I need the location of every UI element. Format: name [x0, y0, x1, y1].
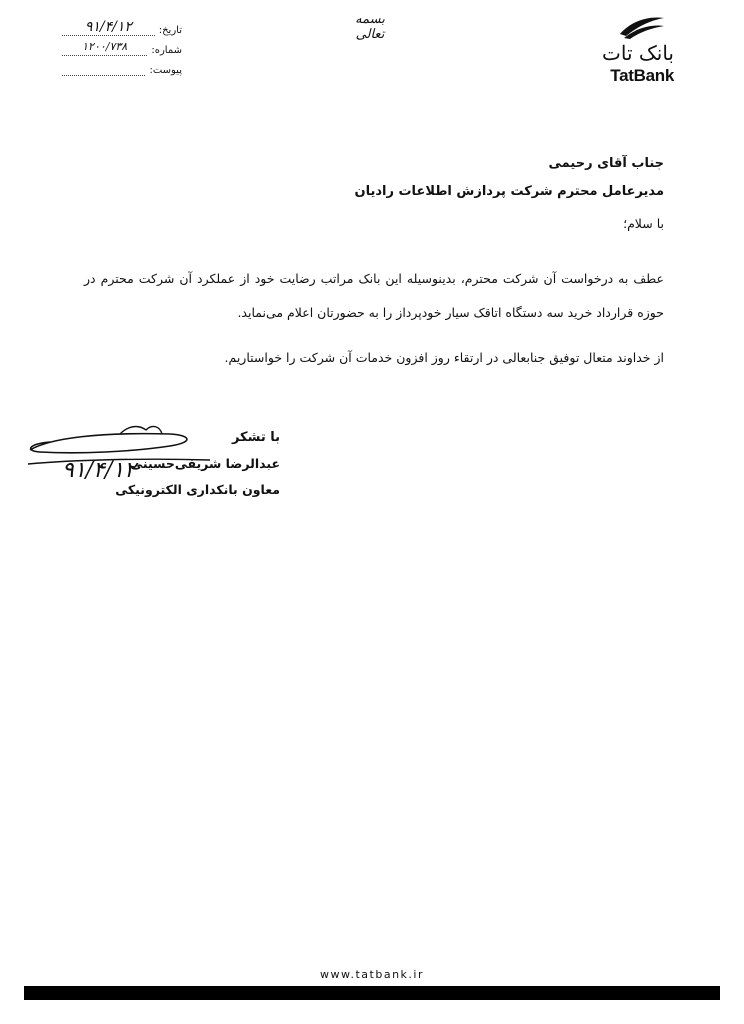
- number-value: ۱۲۰۰/۷۳۸: [62, 39, 147, 56]
- bank-swoosh-icon: [618, 14, 666, 40]
- addressee-block: [244, 150, 664, 206]
- body-paragraph-2: از خداوند متعال توفیق جنابعالی در ارتقاء روز افزون خدمات آن شرکت را خواستاریم.: [224, 350, 664, 365]
- footer-bar: [24, 986, 720, 1000]
- thanks-text: با تشکر: [231, 430, 280, 445]
- logo-persian-name: بانک تات: [602, 41, 674, 65]
- logo-english-name: TatBank: [610, 66, 674, 85]
- bank-logo: [574, 14, 674, 90]
- attachment-value: [62, 75, 145, 76]
- number-label: شماره:: [151, 45, 182, 56]
- letter-meta: [62, 16, 182, 76]
- addressee-title: مدیرعامل محترم شرکت پردازش اطلاعات رادیان: [354, 184, 664, 199]
- signer-name: عبدالرضا شریفی‌حسینی: [130, 456, 280, 471]
- date-value: ۹۱/۴/۱۲: [62, 19, 155, 36]
- greeting: با سلام؛: [623, 216, 664, 231]
- number-row: [62, 36, 182, 56]
- attachment-label: پیوست:: [149, 65, 182, 76]
- basmala-heading: بسمه تعالی: [355, 12, 385, 42]
- addressee-name: جناب آقای رحیمی: [548, 156, 664, 171]
- date-label: تاریخ:: [158, 25, 182, 36]
- attachment-row: [62, 56, 182, 76]
- signature-block: [20, 420, 280, 520]
- handwritten-date: ۹۱/۴/۱۲: [62, 458, 136, 483]
- signer-title: معاون بانکداری الکترونیکی: [115, 482, 280, 497]
- footer-website: www.tatbank.ir: [320, 968, 424, 981]
- date-row: [62, 16, 182, 36]
- body-paragraph-1: عطف به درخواست آن شرکت محترم، بدینوسیله این بانک مراتب رضایت خود از عملکرد آن شرکت محترم در حوزه قرارداد خرید سه دستگاه اتاقک سیار خودپرداز را به حضورتان اعلام می‌نماید.: [84, 271, 664, 320]
